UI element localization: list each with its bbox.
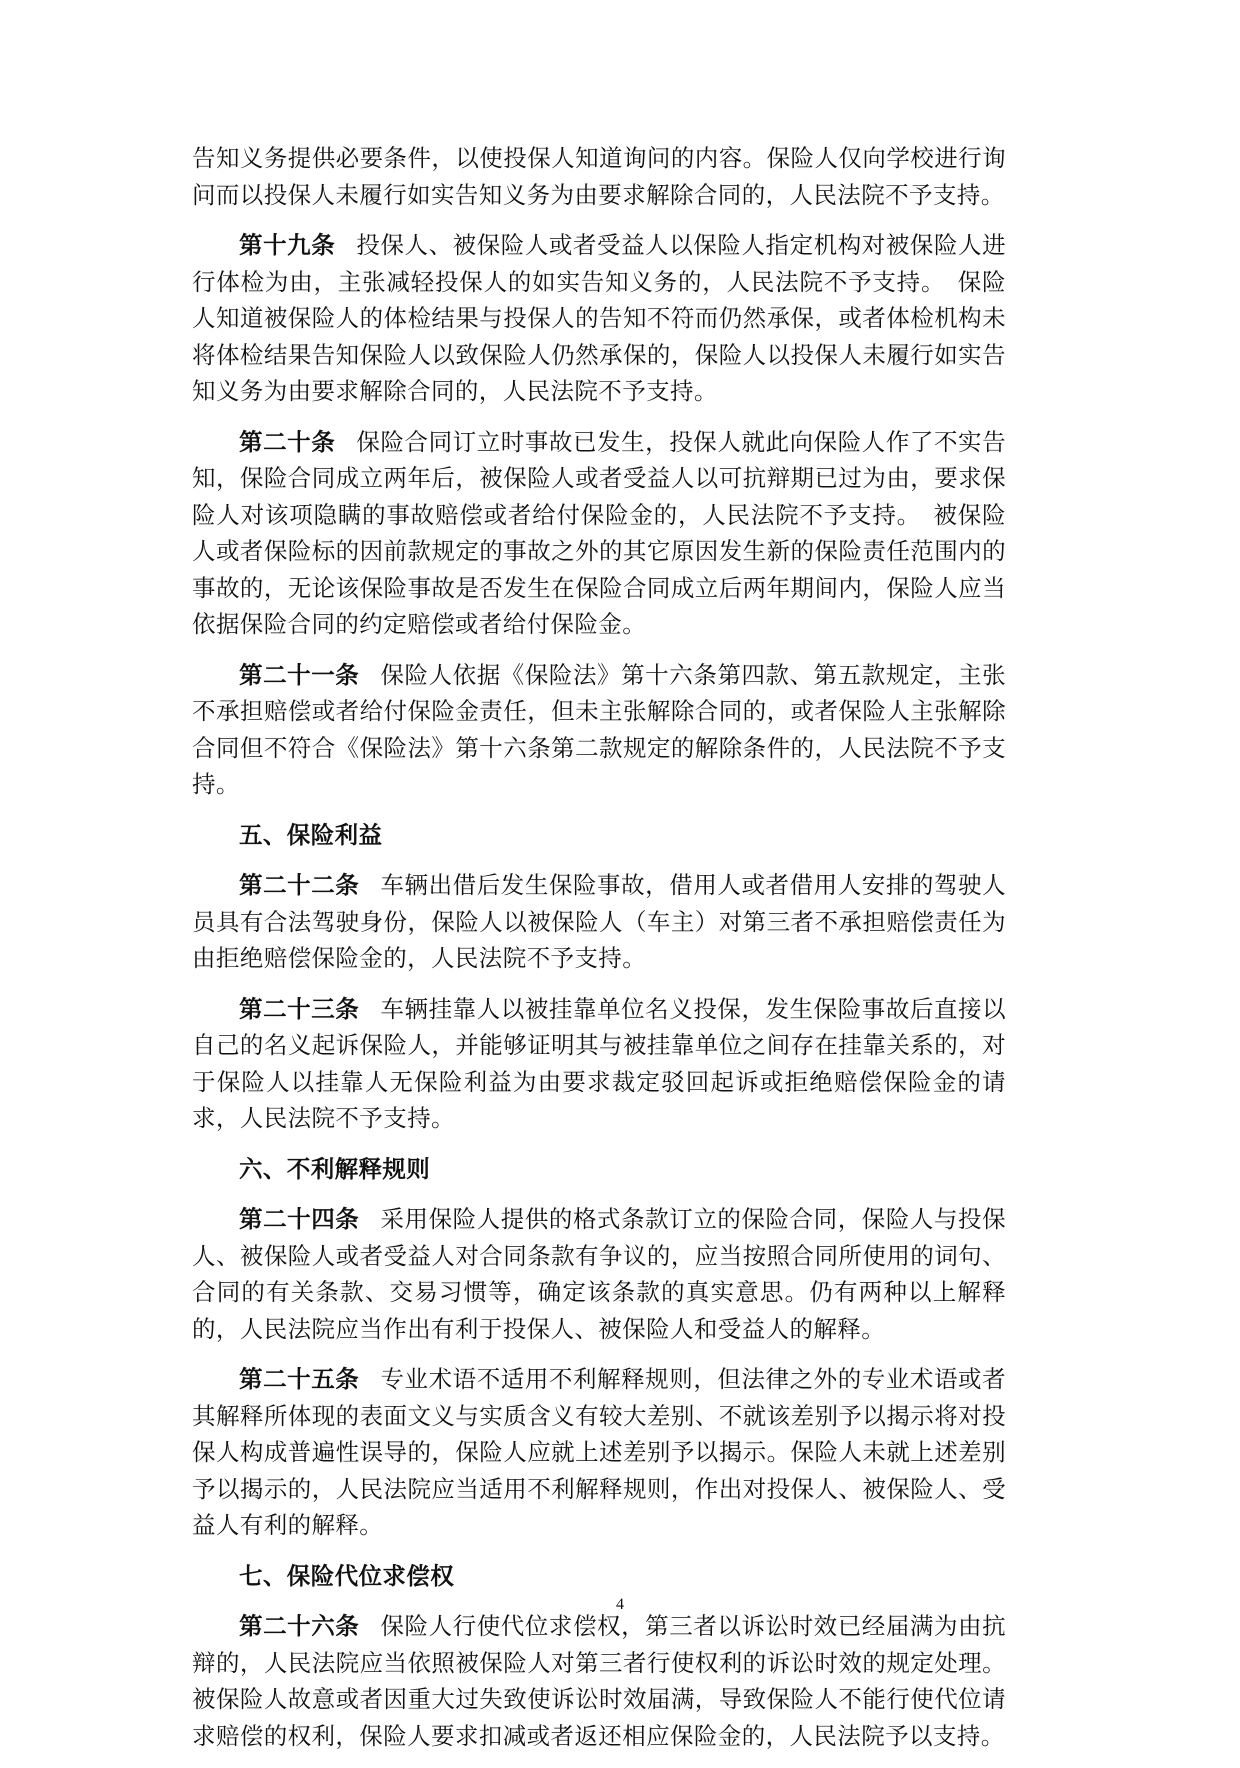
continued-paragraph: 告知义务提供必要条件，以使投保人知道询问的内容。保险人仅向学校进行询问而以投保人未履行如实告知义务为由要求解除合同的，人民法院不予支持。 (192, 144, 1006, 209)
section-heading-subrogation: 七、保险代位求偿权 (239, 1561, 455, 1590)
article-number: 第二十四条 (239, 1205, 360, 1233)
article-text: 专业术语不适用不利解释规则，但法律之外的专业术语或者其解释所体现的表面文义与实质含义有较大差别、不就该差别予以揭示将对投保人构成普遍性误导的，保险人应就上述差别予以揭示。保险人未就上述差别予以揭示的，人民法院应当适用不利解释规则，作出对投保人、被保险人、受益人有利的解释。 (192, 1365, 1006, 1539)
article-24 (192, 1201, 1006, 1347)
document-body (192, 140, 1006, 1768)
article-number: 第十九条 (239, 231, 336, 259)
article-text: 车辆出借后发生保险事故，借用人或者借用人安排的驾驶人员具有合法驾驶身份，保险人以被保险人（车主）对第三者不承担赔偿责任为由拒绝赔偿保险金的，人民法院不予支持。 (192, 871, 1006, 972)
article-text: 车辆挂靠人以被挂靠单位名义投保，发生保险事故后直接以自己的名义起诉保险人，并能够证明其与被挂靠单位之间存在挂靠关系的，对于保险人以挂靠人无保险利益为由要求裁定驳回起诉或拒绝赔偿保险金的请求，人民法院不予支持。 (192, 994, 1006, 1132)
article-20 (192, 424, 1006, 643)
article-number: 第二十条 (239, 427, 336, 456)
section-heading-contra-proferentem: 六、不利解释规则 (239, 1154, 431, 1183)
article-number: 第二十三条 (239, 994, 360, 1023)
article-19 (192, 227, 1006, 410)
article-23 (192, 991, 1006, 1137)
article-text: 保险人行使代位求偿权，第三者以诉讼时效已经届满为由抗辩的，人民法院应当依照被保险人对第三者行使权利的诉讼时效的规定处理。被保险人故意或者因重大过失致使诉讼时效届满，导致保险人不能行使代位请求赔偿的权利，保险人要求扣减或者返还相应保险金的，人民法院予以支持。 (192, 1612, 1006, 1750)
article-number: 第二十五条 (239, 1365, 360, 1393)
article-22 (192, 867, 1006, 977)
section-heading-insurable-interest: 五、保险利益 (239, 820, 383, 849)
page-number: 4 (616, 1596, 624, 1613)
article-text: 保险人依据《保险法》第十六条第四款、第五款规定，主张不承担赔偿或者给付保险金责任，但未主张解除合同的，或者保险人主张解除合同但不符合《保险法》第十六条第二款规定的解除条件的，人民法院不予支持。 (192, 660, 1006, 798)
article-text: 投保人、被保险人或者受益人以保险人指定机构对被保险人进行体检为由，主张减轻投保人的如实告知义务的，人民法院不予支持。 保险人知道被保险人的体检结果与投保人的告知不符而仍然承保，或者体检机构未将体检结果告知保险人以致保险人仍然承保的，保险人以投保人未履行如实告知义务为由要求解除合同的，人民法院不予支持。 (192, 231, 1006, 405)
article-number: 第二十二条 (239, 871, 360, 899)
article-text: 保险合同订立时事故已发生，投保人就此向保险人作了不实告知，保险合同成立两年后，被保险人或者受益人以可抗辩期已过为由，要求保险人对该项隐瞒的事故赔偿或者给付保险金的，人民法院不予支持。 被保险人或者保险标的因前款规定的事故之外的其它原因发生新的保险责任范围内的事故的，无论该保险事故是否发生在保险合同成立后两年期间内，保险人应当依据保险合同的约定赔偿或者给付保险金。 (192, 427, 1006, 638)
article-number: 第二十一条 (239, 660, 360, 689)
article-number: 第二十六条 (239, 1612, 360, 1640)
article-text: 采用保险人提供的格式条款订立的保险合同，保险人与投保人、被保险人或者受益人对合同条款有争议的，应当按照合同所使用的词句、合同的有关条款、交易习惯等，确定该条款的真实意思。仍有两种以上解释的，人民法院应当作出有利于投保人、被保险人和受益人的解释。 (192, 1205, 1006, 1343)
article-21 (192, 657, 1006, 803)
article-26 (192, 1608, 1006, 1754)
article-25 (192, 1361, 1006, 1544)
